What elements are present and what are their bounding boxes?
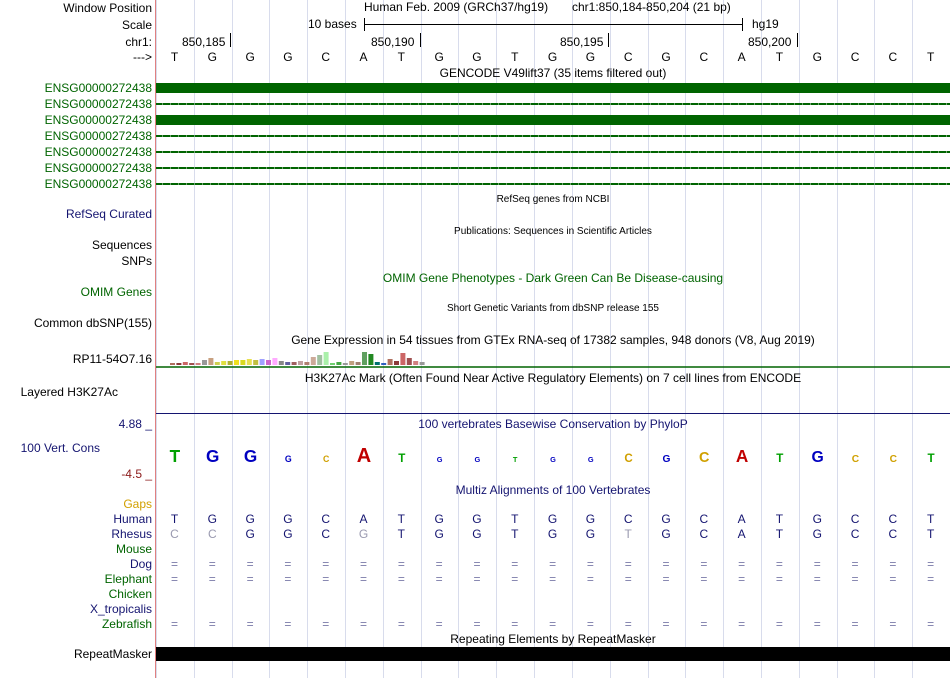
alignment-base: = [775,557,783,571]
reference-base: T [511,50,519,64]
alignment-base: G [283,527,293,541]
alignment-base: = [775,617,783,631]
gtex-tissue-bar[interactable] [420,362,425,365]
gtex-tissue-bar[interactable] [375,362,380,365]
gtex-tissue-bar[interactable] [349,361,354,365]
alignment-base: = [851,572,859,586]
phylop-base-glyph: C [322,454,330,464]
gtex-track-title: Gene Expression in 54 tissues from GTEx RNA-seq of 17382 samples, 948 donors (V8, Aug 2019) [291,333,815,347]
alignment-base: = [511,572,519,586]
alignment-base: = [397,557,405,571]
alignment-base: G [245,512,255,526]
phylop-base-glyph: G [662,454,671,465]
reference-base: C [850,50,860,64]
alignment-base: = [246,557,254,571]
phylop-base-glyph: C [624,452,633,465]
alignment-base: A [737,512,746,526]
alignment-base: C [699,512,709,526]
phylop-base-glyph: T [776,452,784,465]
gtex-tissue-bar[interactable] [388,359,393,365]
phylop-base-glyph: G [811,449,824,466]
dbsnp-track-label[interactable]: Common dbSNP(155) [33,316,152,330]
gtex-tissue-bar[interactable] [208,358,213,365]
alignment-base: = [284,557,292,571]
alignment-base: = [322,617,330,631]
gencode-intron-line[interactable] [156,167,950,169]
reference-base: G [245,50,255,64]
reference-base: T [170,50,179,64]
alignment-base: = [851,557,859,571]
alignment-base: G [812,512,822,526]
alignment-base: T [927,512,935,526]
phylop-logo[interactable] [156,440,950,484]
alignment-base: = [738,557,746,571]
alignment-base: = [360,617,368,631]
reference-base: C [699,50,709,64]
refseq-track-label[interactable]: RefSeq Curated [65,207,152,221]
reference-base: G [585,50,596,64]
alignment-base: C [170,527,179,541]
alignment-base: T [624,527,632,541]
repeatmasker-element-bar[interactable] [156,647,950,661]
alignment-base: = [473,617,481,631]
gencode-item-label[interactable]: ENSG00000272438 [44,113,152,127]
alignment-base: = [851,617,859,631]
alignment-base: G [245,527,255,541]
chr-label: chr1: [125,35,152,49]
alignment-base: = [170,617,178,631]
cons-min-label: -4.5 _ [121,467,152,481]
gtex-tissue-bar[interactable] [221,361,226,365]
phylop-base-glyph: C [889,454,897,465]
species-label-elephant: Elephant [104,572,152,586]
reference-base: C [321,50,331,64]
assembly-title: Human Feb. 2009 (GRCh37/hg19) [364,0,549,14]
gencode-item-label[interactable]: ENSG00000272438 [44,177,152,191]
cons-max-label: 4.88 _ [118,417,152,431]
alignment-base: = [889,557,897,571]
alignment-base: = [624,617,632,631]
phylop-base-glyph: G [243,446,258,466]
alignment-base: C [207,527,217,541]
publications-track-title: Publications: Sequences in Scientific Articles [454,226,652,237]
alignment-base: C [888,527,898,541]
gtex-tissue-bar[interactable] [343,363,348,365]
alignment-base: = [586,572,594,586]
alignment-base: = [284,617,292,631]
strand-arrow-label: ---> [133,50,152,64]
coordinate-tick [230,33,231,47]
gencode-item-label[interactable]: ENSG00000272438 [44,161,152,175]
alignment-base: G [661,527,671,541]
species-label-mouse: Mouse [115,542,152,556]
alignment-base: = [775,572,783,586]
alignment-base: C [699,527,709,541]
phylop-base-glyph: G [206,446,220,466]
multiz-track-title: Multiz Alignments of 100 Vertebrates [455,483,651,497]
snps-track-label[interactable]: SNPs [121,254,152,268]
gtex-tissue-bar[interactable] [311,357,316,365]
gtex-tissue-bar[interactable] [183,362,188,365]
alignment-base: = [435,572,443,586]
alignment-base: = [246,572,254,586]
repeatmasker-track-title: Repeating Elements by RepeatMasker [450,632,656,646]
alignment-base: = [170,572,178,586]
gaps-track-label[interactable]: Gaps [123,497,152,511]
alignment-base: T [927,527,935,541]
alignment-base: T [775,527,784,541]
scale-label: Scale [121,18,152,32]
alignment-base: = [889,617,897,631]
alignment-base: = [322,572,330,586]
alignment-base: A [359,512,368,526]
gtex-tissue-bar[interactable] [413,361,418,365]
phylop-base-glyph: T [512,455,518,464]
gtex-tissue-bar[interactable] [400,353,405,365]
species-label-dog: Dog [129,557,152,571]
gtex-tissue-bar[interactable] [381,363,386,365]
alignment-base: = [889,572,897,586]
reference-base: G [434,50,444,64]
window-position-label: Window Position [63,1,152,15]
phylop-track-title: 100 vertebrates Basewise Conservation by PhyloP [418,417,688,431]
omim-track-title: OMIM Gene Phenotypes - Dark Green Can Be Disease-causing [382,271,724,285]
species-label-chicken: Chicken [108,587,152,601]
gtex-tissue-bar[interactable] [202,360,207,365]
coordinate-label: 850,190 [371,35,415,49]
reference-base: G [547,50,558,64]
reference-base: C [888,50,898,64]
alignment-base: = [208,617,216,631]
h3k27ac-baseline [156,413,950,414]
phylop-base-glyph: A [356,445,372,467]
species-label-human: Human [113,512,152,526]
reference-base: G [207,50,217,64]
gtex-tissue-bar[interactable] [285,362,290,365]
alignment-base: = [700,557,708,571]
alignment-base: G [472,527,482,541]
coordinate-label: 850,200 [748,35,792,49]
alignment-base: = [397,617,405,631]
gtex-tissue-bar[interactable] [196,363,201,365]
reference-base: G [812,50,822,64]
alignment-base: G [585,527,596,541]
reference-sequence-row [156,50,950,65]
h3k27ac-track-label[interactable]: Layered H3K27Ac [20,385,118,399]
alignment-base: = [284,572,292,586]
coordinate-tick [420,33,421,47]
gencode-item-label[interactable]: ENSG00000272438 [44,129,152,143]
gtex-tissue-bar[interactable] [234,360,239,365]
sequences-track-label[interactable]: Sequences [91,238,152,252]
gtex-tissue-bar[interactable] [324,352,329,365]
gencode-track-title: GENCODE V49lift37 (35 items filtered out) [439,66,667,80]
gencode-item-label[interactable]: ENSG00000272438 [44,145,152,159]
alignment-base: = [586,557,594,571]
gtex-tissue-bar[interactable] [407,358,412,365]
alignment-base: = [511,557,519,571]
alignment-base: = [208,572,216,586]
alignment-base: = [360,572,368,586]
alignment-base: T [397,527,406,541]
scale-bar-line [364,24,742,25]
alignment-base: C [850,512,860,526]
scale-bar-tick [742,18,743,31]
alignment-base: G [547,527,558,541]
alignment-base: C [321,512,331,526]
db-label: hg19 [752,17,779,31]
gtex-tissue-bar[interactable] [292,362,297,365]
reference-base: A [359,50,368,64]
gtex-tissue-bar[interactable] [368,354,373,365]
alignment-base: = [700,572,708,586]
gtex-tissue-bar[interactable] [247,359,252,365]
alignment-base: = [700,617,708,631]
phylop-base-glyph: G [284,454,292,464]
gencode-intron-line[interactable] [156,183,950,185]
alignment-base: = [473,557,481,571]
alignment-base: = [435,557,443,571]
alignment-base: = [549,557,557,571]
alignment-base: = [624,557,632,571]
alignment-base: G [207,512,217,526]
alignment-base: = [813,617,821,631]
cons-track-label[interactable]: 100 Vert. Cons [20,441,100,455]
coordinate-tick [608,33,609,47]
scale-bar-label: 10 bases [308,17,357,31]
alignment-base: = [246,617,254,631]
alignment-base: G [472,512,482,526]
alignment-base: = [927,557,935,571]
gencode-intron-line[interactable] [156,135,950,137]
refseq-track-title: RefSeq genes from NCBI [496,194,610,205]
phylop-base-glyph: G [436,455,443,464]
species-label-x-tropicalis: X_tropicalis [89,602,152,616]
alignment-base: T [170,512,179,526]
reference-base: T [775,50,784,64]
reference-base: T [397,50,406,64]
coordinate-label: 850,185 [182,35,226,49]
alignment-base: C [850,527,860,541]
alignment-base: = [435,617,443,631]
phylop-base-glyph: T [398,452,406,465]
gtex-gene-label[interactable]: RP11-54O7.16 [72,352,152,366]
gtex-tissue-bar[interactable] [176,363,181,365]
gtex-tissue-bar[interactable] [253,360,258,365]
gtex-tissue-bar[interactable] [170,363,175,365]
gencode-intron-line[interactable] [156,103,950,105]
alignment-base: = [360,557,368,571]
alignment-base: C [321,527,331,541]
gtex-tissue-bar[interactable] [279,361,284,365]
gtex-tissue-bar[interactable] [272,358,277,365]
gtex-tissue-bar[interactable] [260,359,265,365]
alignment-base: = [813,572,821,586]
gencode-exon-bar[interactable] [156,83,950,93]
gtex-tissue-bar[interactable] [228,361,233,365]
alignment-base: = [738,617,746,631]
gtex-tissue-bar[interactable] [240,360,245,365]
coordinate-label: 850,195 [560,35,604,49]
gtex-tissue-bar[interactable] [298,361,303,365]
alignment-base: = [208,557,216,571]
gencode-item-label[interactable]: ENSG00000272438 [44,81,152,95]
reference-base: T [927,50,935,64]
gtex-tissue-bar[interactable] [330,363,335,365]
alignment-base: = [662,572,670,586]
alignment-base: = [927,617,935,631]
alignment-base: = [511,617,519,631]
track-image-area[interactable] [156,0,950,678]
gtex-expression-bars[interactable] [156,345,950,369]
phylop-base-glyph: G [550,455,556,464]
alignment-base: T [511,512,519,526]
alignment-base: = [549,617,557,631]
alignment-base: = [397,572,405,586]
gencode-exon-bar[interactable] [156,115,950,125]
scale-bar-tick [364,18,365,31]
gtex-tissue-bar[interactable] [215,362,220,365]
repeatmasker-track-label[interactable]: RepeatMasker [73,647,152,661]
alignment-base: A [737,527,746,541]
phylop-base-glyph: C [699,450,710,466]
alignment-base: G [585,512,596,526]
alignment-base: G [434,527,444,541]
alignment-base: G [358,527,369,541]
gencode-intron-line[interactable] [156,151,950,153]
alignment-base: C [888,512,898,526]
reference-base: C [623,50,633,64]
phylop-base-glyph: A [735,446,749,466]
alignment-base: T [775,512,784,526]
track-labels-column [0,0,156,678]
gtex-tissue-bar[interactable] [356,362,361,365]
alignment-base: G [661,512,671,526]
alignment-base: T [397,512,406,526]
position-readout: chr1:850,184-850,204 (21 bp) [572,0,731,14]
coordinate-tick [797,33,798,47]
species-label-rhesus: Rhesus [111,527,152,541]
gtex-tissue-bar[interactable] [394,361,399,365]
alignment-base: = [927,572,935,586]
alignment-base: C [623,512,633,526]
phylop-base-glyph: G [587,455,594,464]
alignment-base: G [812,527,822,541]
alignment-base: = [586,617,594,631]
alignment-base: = [662,557,670,571]
reference-base: A [737,50,746,64]
species-label-zebrafish: Zebrafish [101,617,152,631]
alignment-base: G [547,512,558,526]
gtex-tissue-bar[interactable] [304,362,309,365]
gtex-tissue-bar[interactable] [189,363,194,365]
reference-base: G [661,50,671,64]
gencode-item-label[interactable]: ENSG00000272438 [44,97,152,111]
gtex-tissue-bar[interactable] [317,355,322,365]
gtex-tissue-bar[interactable] [336,362,341,365]
omim-track-label[interactable]: OMIM Genes [80,285,152,299]
alignment-base: = [322,557,330,571]
alignment-base: G [434,512,444,526]
dbsnp-track-title: Short Genetic Variants from dbSNP release 155 [447,303,659,314]
alignment-base: G [283,512,293,526]
gtex-tissue-bar[interactable] [266,360,271,365]
h3k27ac-track-title: H3K27Ac Mark (Often Found Near Active Regulatory Elements) on 7 cell lines from ENCODE [304,371,802,385]
phylop-base-glyph: G [474,455,481,464]
phylop-base-glyph: T [927,452,935,465]
alignment-base: T [511,527,519,541]
alignment-base: = [549,572,557,586]
alignment-base: = [473,572,481,586]
alignment-base: = [662,617,670,631]
phylop-base-glyph: T [169,446,181,466]
reference-base: G [283,50,293,64]
phylop-base-glyph: C [851,454,860,465]
gtex-tissue-bar[interactable] [362,352,367,365]
alignment-base: = [813,557,821,571]
alignment-base: = [738,572,746,586]
alignment-base: = [624,572,632,586]
reference-base: G [472,50,482,64]
alignment-base: = [170,557,178,571]
